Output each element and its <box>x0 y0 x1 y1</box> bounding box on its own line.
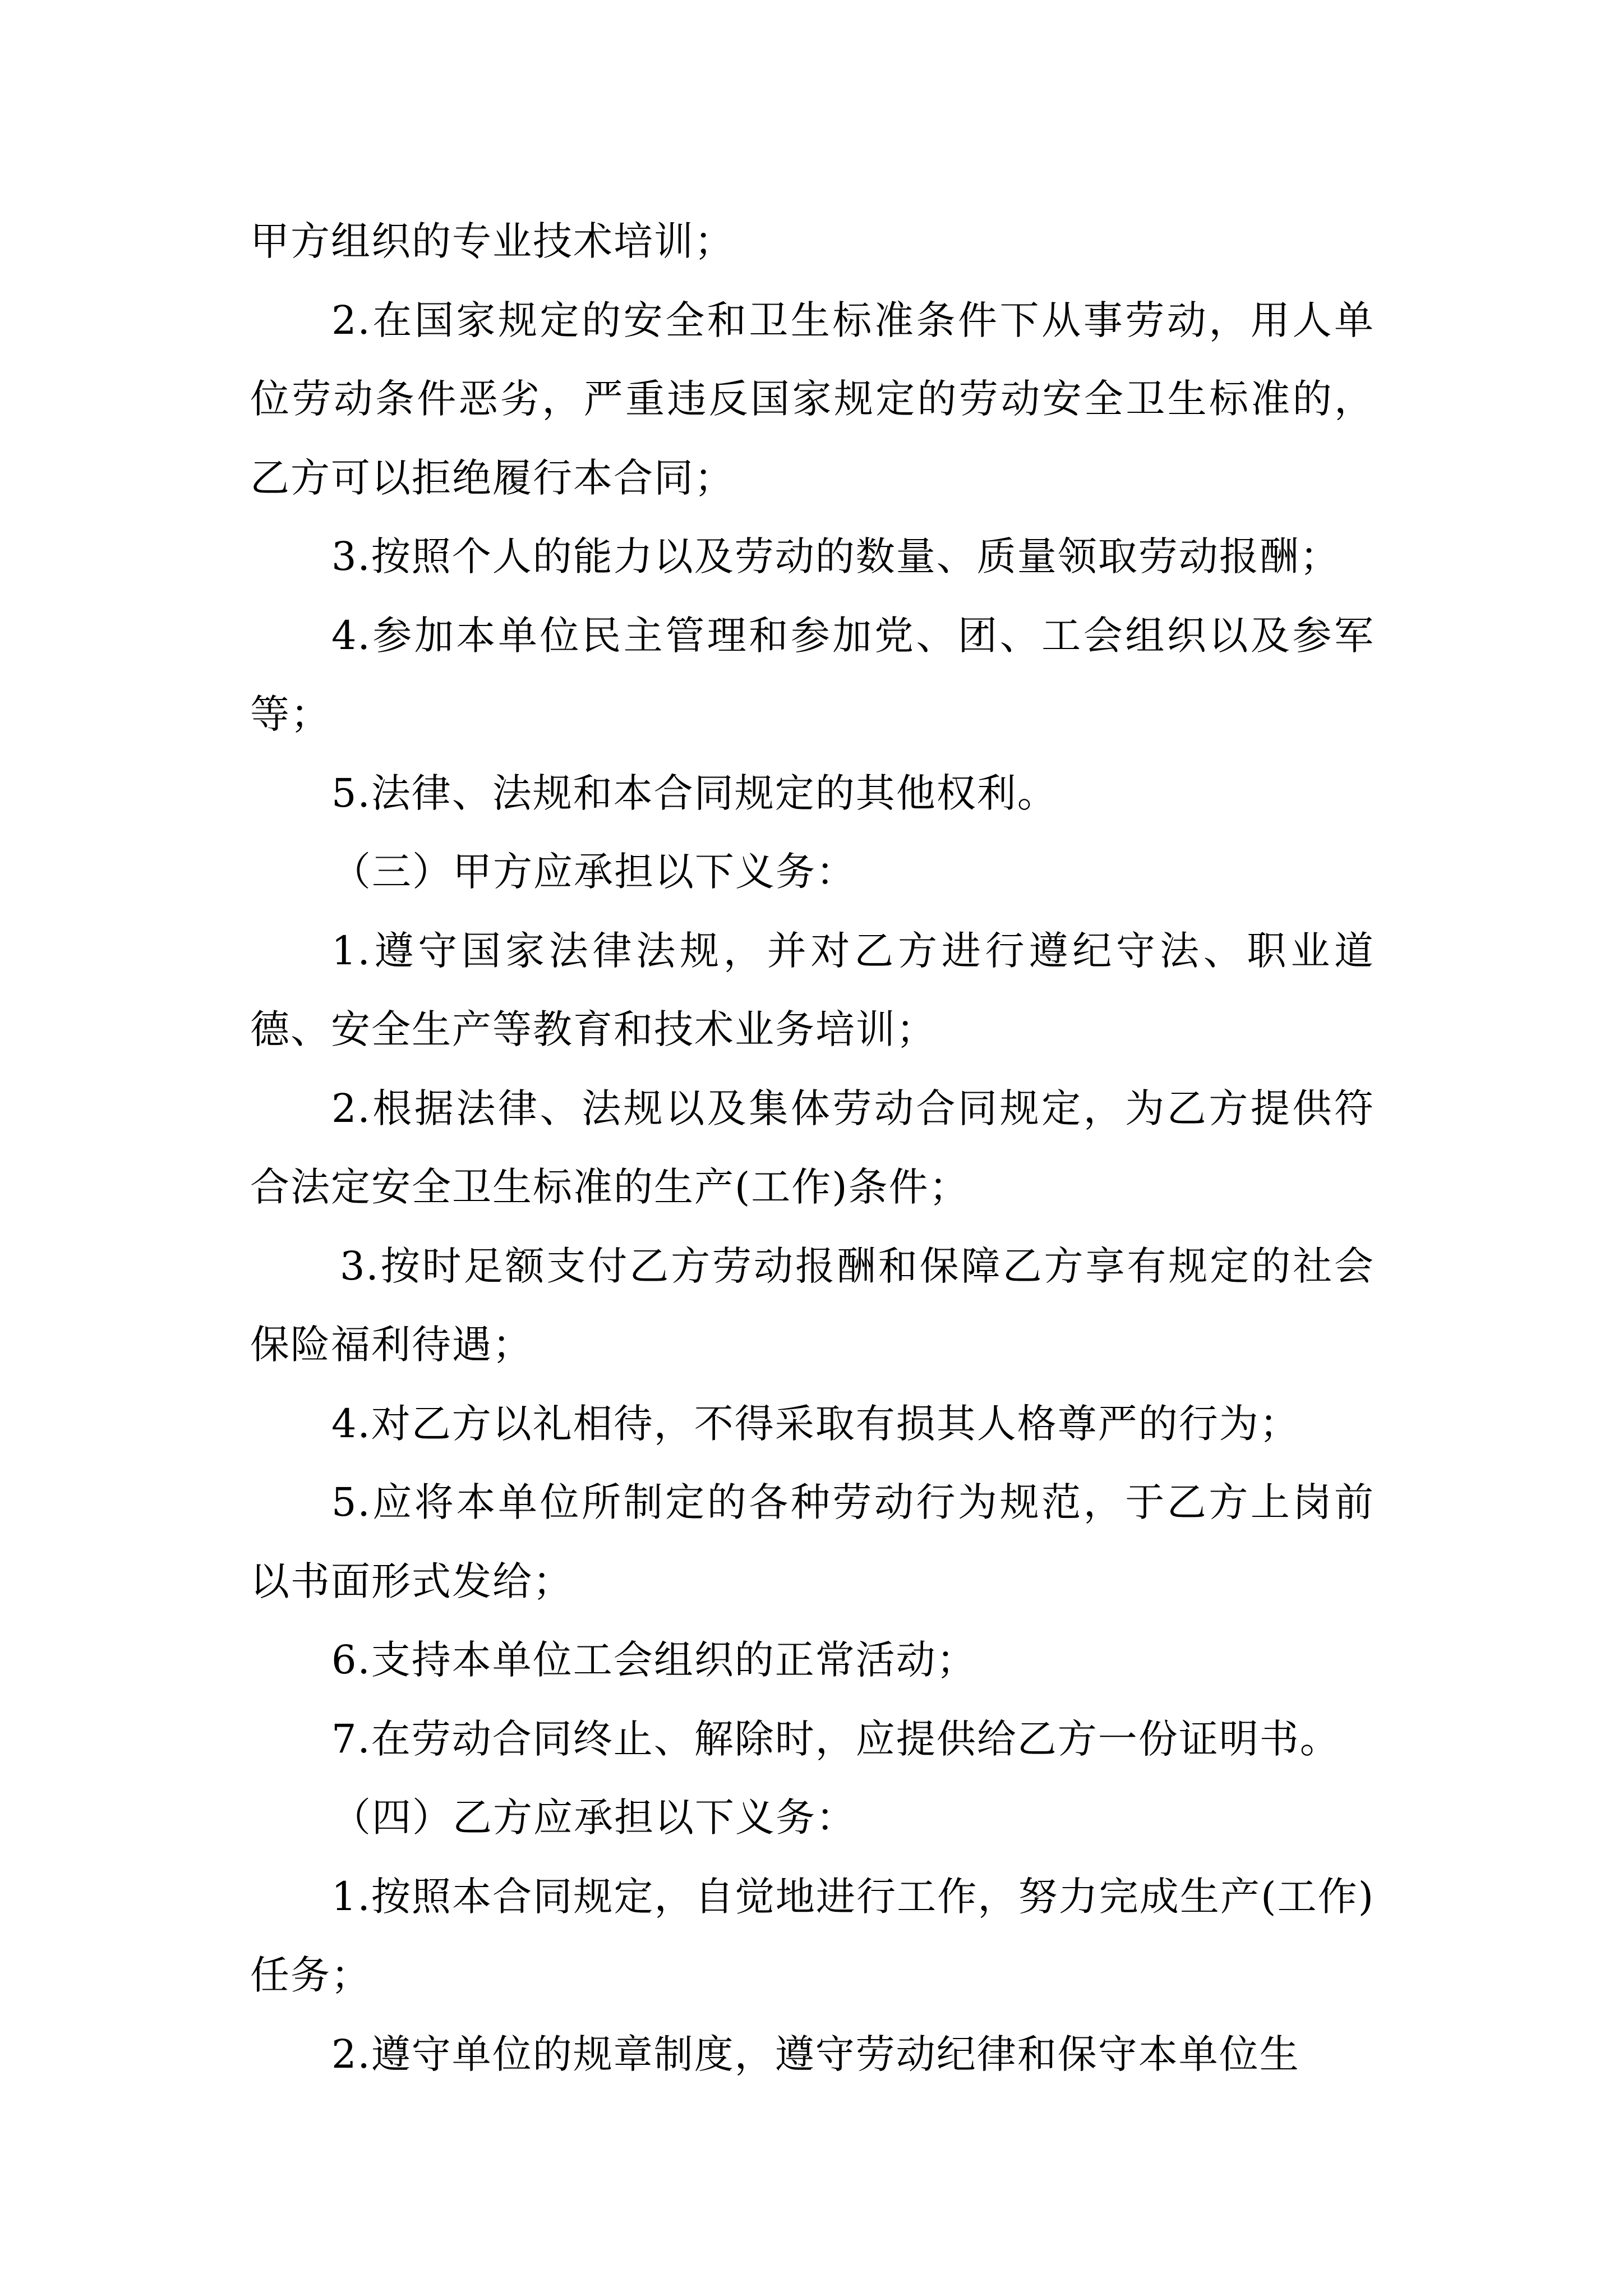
section-heading-employer-obligations: （三）甲方应承担以下义务： <box>331 849 856 895</box>
document-body <box>250 202 1375 2093</box>
paragraph-employee-obligation-2: 2.遵守单位的规章制度，遵守劳动纪律和保守本单位生 <box>331 2031 1300 2077</box>
paragraph-right-3: 3.按照个人的能力以及劳动的数量、质量领取劳动报酬； <box>331 533 1340 579</box>
paragraph-right-2: 2.在国家规定的安全和卫生标准条件下从事劳动，用人单位劳动条件恶劣，严重违反国家规定的劳动安全卫生标准的，乙方可以拒绝履行本合同； <box>250 297 1375 501</box>
paragraph-employer-obligation-6: 6.支持本单位工会组织的正常活动； <box>331 1637 977 1683</box>
paragraph-continuation: 甲方组织的专业技术培训； <box>250 218 735 264</box>
paragraph-right-4: 4.参加本单位民主管理和参加党、团、工会组织以及参军等； <box>250 612 1375 737</box>
paragraph-employer-obligation-2: 2.根据法律、法规以及集体劳动合同规定，为乙方提供符合法定安全卫生标准的生产(工作)条件； <box>250 1085 1375 1210</box>
paragraph-employer-obligation-5: 5.应将本单位所制定的各种劳动行为规范，于乙方上岗前以书面形式发给； <box>250 1479 1375 1604</box>
paragraph-employer-obligation-7: 7.在劳动合同终止、解除时，应提供给乙方一份证明书。 <box>331 1715 1340 1762</box>
paragraph-employer-obligation-3: 3.按时足额支付乙方劳动报酬和保障乙方享有规定的社会保险福利待遇； <box>250 1243 1375 1368</box>
paragraph-right-5: 5.法律、法规和本合同规定的其他权利。 <box>331 770 1058 816</box>
section-heading-employee-obligations: （四）乙方应承担以下义务： <box>331 1795 856 1841</box>
paragraph-employee-obligation-1: 1.按照本合同规定，自觉地进行工作，努力完成生产(工作)任务； <box>250 1873 1375 1998</box>
paragraph-employer-obligation-4: 4.对乙方以礼相待，不得采取有损其人格尊严的行为； <box>331 1400 1300 1447</box>
paragraph-employer-obligation-1: 1.遵守国家法律法规，并对乙方进行遵纪守法、职业道德、安全生产等教育和技术业务培训； <box>250 927 1375 1052</box>
